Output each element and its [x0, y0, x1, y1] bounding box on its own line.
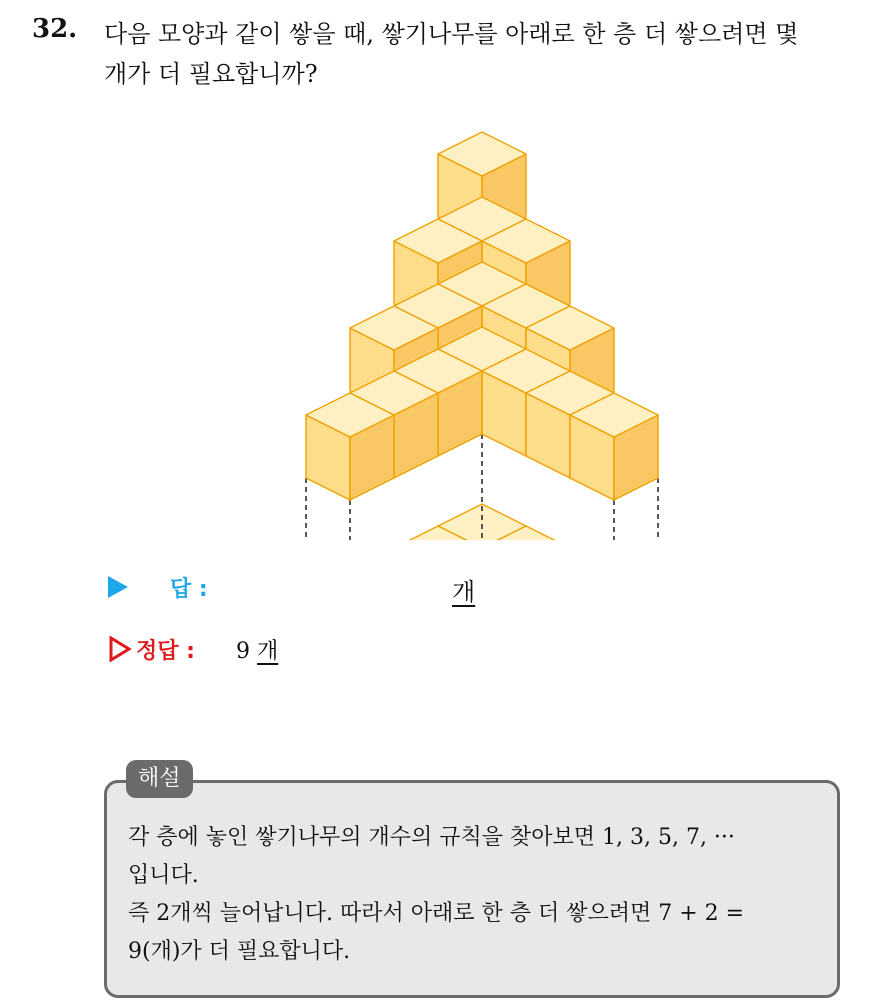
- explanation-line: 입니다.: [128, 863, 199, 888]
- correct-answer-value: [236, 634, 278, 665]
- explanation-line: 각 층에 놓인 쌓기나무의 개수의 규칙을 찾아보면 1, 3, 5, 7, ···: [128, 825, 735, 850]
- outline-triangle-icon: [108, 636, 132, 662]
- question-text-line1: 다음 모양과 같이 쌓을 때, 쌓기나무를 아래로 한 층 더 쌓으려면 몇: [104, 20, 799, 48]
- answer-label: 답 :: [170, 577, 208, 602]
- play-triangle-icon: [108, 576, 128, 598]
- question-number: 32.: [32, 14, 78, 44]
- stacked-cubes-figure: [0, 100, 884, 540]
- explanation-line: 즉 2개씩 늘어납니다. 따라서 아래로 한 층 더 쌓으려면 7 + 2 =: [128, 901, 745, 926]
- correct-answer-label: 정답 :: [136, 639, 195, 664]
- answer-blank-unit: 개: [452, 578, 476, 606]
- correct-answer-unit: 개: [257, 639, 279, 664]
- question-text-line2: 개가 더 필요합니까?: [104, 60, 318, 88]
- explanation-tag: 해설: [126, 760, 193, 798]
- correct-answer-number: 9: [236, 639, 250, 664]
- explanation-box: [104, 780, 840, 998]
- explanation-line: 9(개)가 더 필요합니다.: [128, 939, 351, 964]
